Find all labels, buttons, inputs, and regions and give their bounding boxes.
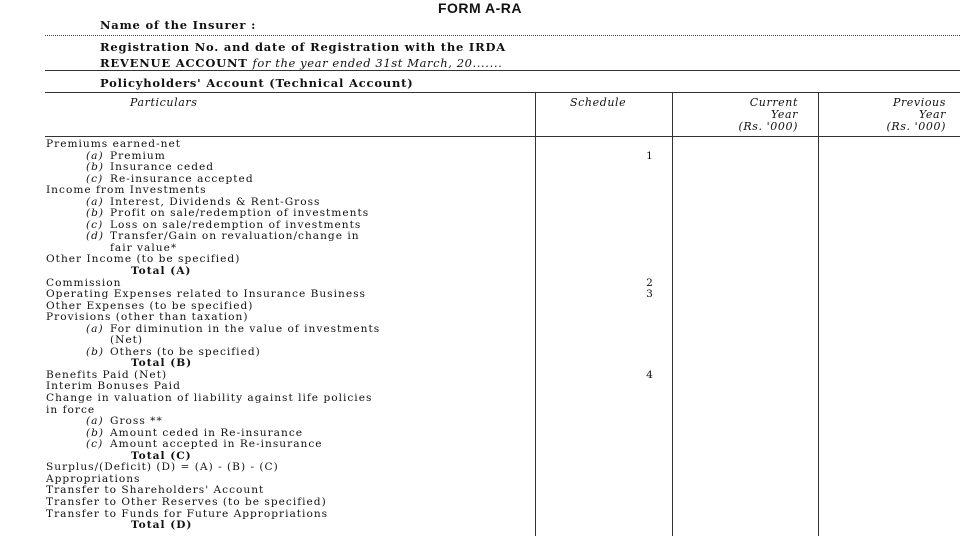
row-text: Amount ceded in Re-insurance bbox=[110, 426, 304, 439]
policyholders-line: Policyholders' Account (Technical Account) bbox=[100, 76, 414, 90]
row-text: Transfer to Shareholders' Account bbox=[46, 484, 265, 497]
revenue-account-title: REVENUE ACCOUNT bbox=[100, 56, 248, 70]
row-text: Total (A) bbox=[131, 265, 192, 278]
row-text: Income from Investments bbox=[46, 184, 207, 197]
row-text: fair value* bbox=[110, 241, 178, 254]
table-header-rule bbox=[45, 136, 960, 137]
col-head-previous-l2: Year bbox=[918, 108, 946, 121]
table-row bbox=[46, 266, 960, 278]
dotted-rule bbox=[45, 35, 960, 36]
row-text: For diminution in the value of investments bbox=[110, 322, 381, 335]
table-row bbox=[46, 405, 960, 417]
row-text: Surplus/(Deficit) (D) = (A) - (B) - (C) bbox=[46, 461, 279, 474]
table-row bbox=[46, 393, 960, 405]
row-item-label: (b) bbox=[86, 426, 105, 439]
col-head-previous-l1: Previous bbox=[892, 96, 946, 109]
row-text: Change in valuation of liability against life policies bbox=[46, 392, 373, 405]
row-text: in force bbox=[46, 403, 96, 416]
row-text: Re-insurance accepted bbox=[110, 172, 254, 185]
row-text: Premium bbox=[110, 149, 166, 162]
row-item-label: (a) bbox=[86, 322, 104, 335]
row-text: Operating Expenses related to Insurance Business bbox=[46, 288, 366, 301]
col-head-previous bbox=[840, 97, 946, 133]
row-text: Gross ** bbox=[110, 415, 163, 428]
col-head-current bbox=[690, 97, 798, 133]
row-particulars bbox=[46, 231, 360, 243]
row-schedule: 4 bbox=[646, 368, 654, 381]
row-text: Premiums earned-net bbox=[46, 138, 182, 150]
table-row bbox=[46, 358, 960, 370]
row-schedule: 2 bbox=[646, 276, 654, 289]
row-item-label: (a) bbox=[86, 415, 104, 428]
row-text: Loss on sale/redemption of investments bbox=[110, 218, 362, 231]
row-text: Benefits Paid (Net) bbox=[46, 368, 168, 381]
row-item-label: (a) bbox=[86, 149, 104, 162]
row-particulars bbox=[46, 324, 380, 336]
row-text: Insurance ceded bbox=[110, 161, 215, 174]
insurer-name-line: Name of the Insurer : bbox=[100, 18, 257, 32]
revenue-account-period: for the year ended 31st March, 20....... bbox=[252, 56, 503, 70]
row-text: Appropriations bbox=[46, 472, 141, 485]
row-text: Transfer to Other Reserves (to be specified) bbox=[46, 495, 327, 508]
row-text: Provisions (other than taxation) bbox=[46, 311, 249, 324]
row-text: (Net) bbox=[110, 334, 144, 347]
row-text: Total (C) bbox=[131, 449, 192, 462]
row-item-label: (d) bbox=[86, 230, 105, 243]
table-row bbox=[46, 370, 960, 382]
row-text: Others (to be specified) bbox=[110, 345, 261, 358]
row-text: Interim Bonuses Paid bbox=[46, 380, 181, 393]
row-text: Total (D) bbox=[131, 519, 193, 532]
row-item-label: (c) bbox=[86, 218, 104, 231]
table-row bbox=[46, 462, 960, 474]
col-head-particulars: Particulars bbox=[130, 96, 198, 109]
table-row bbox=[46, 520, 960, 532]
table-row bbox=[46, 139, 960, 151]
col-head-previous-l3: (Rs. '000) bbox=[886, 120, 946, 133]
form-title: FORM A-RA bbox=[437, 0, 523, 16]
row-item-label: (c) bbox=[86, 172, 104, 185]
row-text: Commission bbox=[46, 276, 122, 289]
table-row bbox=[46, 324, 960, 336]
row-text: Other Income (to be specified) bbox=[46, 253, 241, 266]
table-row bbox=[46, 231, 960, 243]
row-text: Amount accepted in Re-insurance bbox=[110, 438, 323, 451]
row-schedule: 1 bbox=[646, 149, 654, 162]
revenue-account-line bbox=[100, 56, 502, 70]
row-schedule: 3 bbox=[646, 288, 654, 301]
col-head-current-l3: (Rs. '000) bbox=[738, 120, 798, 133]
col-head-schedule: Schedule bbox=[570, 96, 627, 109]
row-particulars bbox=[46, 520, 192, 532]
header-rule bbox=[45, 70, 960, 71]
row-text: Transfer to Funds for Future Appropriations bbox=[46, 507, 329, 520]
row-text: Profit on sale/redemption of investments bbox=[110, 207, 370, 220]
row-item-label: (b) bbox=[86, 345, 105, 358]
row-text: Other Expenses (to be specified) bbox=[46, 299, 254, 312]
col-head-current-l2: Year bbox=[770, 108, 798, 121]
particulars-list bbox=[46, 139, 960, 532]
row-item-label: (b) bbox=[86, 161, 105, 174]
row-text: Interest, Dividends & Rent-Gross bbox=[110, 195, 321, 208]
col-head-current-l1: Current bbox=[749, 96, 798, 109]
row-text: Transfer/Gain on revaluation/change in bbox=[110, 230, 360, 243]
row-item-label: (b) bbox=[86, 207, 105, 220]
row-item-label: (c) bbox=[86, 438, 104, 451]
table-top-rule bbox=[45, 92, 960, 93]
row-text: Total (B) bbox=[131, 357, 193, 370]
row-item-label: (a) bbox=[86, 195, 104, 208]
registration-line: Registration No. and date of Registration with the IRDA bbox=[100, 40, 506, 54]
